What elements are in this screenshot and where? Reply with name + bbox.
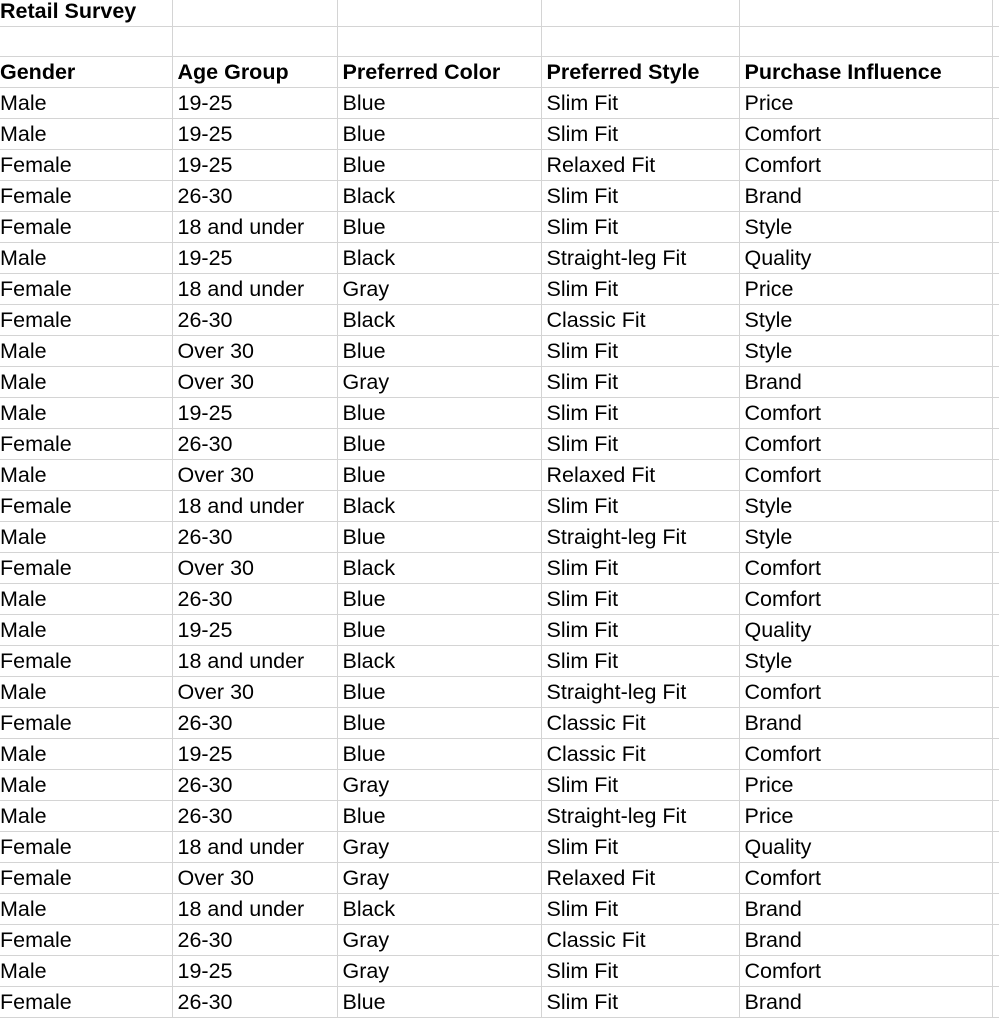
preferred-color-cell[interactable]: Blue (337, 522, 541, 553)
age-group-cell[interactable]: 18 and under (172, 274, 337, 305)
empty-cell[interactable] (992, 398, 999, 429)
empty-cell[interactable] (992, 27, 999, 57)
preferred-color-cell[interactable]: Black (337, 894, 541, 925)
age-group-cell[interactable]: 19-25 (172, 615, 337, 646)
age-group-cell[interactable]: 26-30 (172, 522, 337, 553)
age-group-cell[interactable]: Over 30 (172, 553, 337, 584)
preferred-style-cell[interactable]: Slim Fit (541, 832, 739, 863)
preferred-style-cell[interactable]: Slim Fit (541, 119, 739, 150)
empty-cell[interactable] (172, 27, 337, 57)
preferred-color-cell[interactable]: Blue (337, 429, 541, 460)
purchase-influence-cell[interactable]: Style (739, 522, 992, 553)
empty-cell[interactable] (992, 88, 999, 119)
preferred-color-cell[interactable]: Gray (337, 367, 541, 398)
age-group-cell[interactable]: 19-25 (172, 739, 337, 770)
empty-cell[interactable] (992, 150, 999, 181)
purchase-influence-cell[interactable]: Brand (739, 925, 992, 956)
empty-cell[interactable] (992, 212, 999, 243)
preferred-style-cell[interactable]: Slim Fit (541, 646, 739, 677)
preferred-style-cell[interactable]: Slim Fit (541, 491, 739, 522)
empty-cell[interactable] (992, 646, 999, 677)
table-row (0, 274, 999, 305)
preferred-color-cell[interactable]: Blue (337, 584, 541, 615)
preferred-style-cell[interactable]: Classic Fit (541, 925, 739, 956)
preferred-style-cell[interactable]: Relaxed Fit (541, 863, 739, 894)
age-group-cell[interactable]: 19-25 (172, 398, 337, 429)
preferred-style-cell[interactable]: Straight-leg Fit (541, 243, 739, 274)
preferred-style-cell[interactable]: Slim Fit (541, 956, 739, 987)
gender-cell[interactable]: Male (0, 119, 172, 150)
title-row (0, 0, 999, 27)
purchase-influence-cell[interactable]: Comfort (739, 677, 992, 708)
age-group-cell[interactable]: 19-25 (172, 88, 337, 119)
purchase-influence-cell[interactable]: Comfort (739, 429, 992, 460)
header-cell-purchase-influence[interactable]: Purchase Influence (739, 57, 992, 88)
table-row (0, 367, 999, 398)
purchase-influence-cell[interactable]: Comfort (739, 119, 992, 150)
empty-cell[interactable] (739, 0, 992, 27)
age-group-cell[interactable]: 19-25 (172, 243, 337, 274)
preferred-color-cell[interactable]: Gray (337, 770, 541, 801)
purchase-influence-cell[interactable]: Brand (739, 181, 992, 212)
preferred-color-cell[interactable]: Gray (337, 956, 541, 987)
table-row (0, 987, 999, 1018)
gender-cell[interactable]: Male (0, 460, 172, 491)
empty-cell[interactable] (992, 57, 999, 88)
table-row (0, 305, 999, 336)
purchase-influence-cell[interactable]: Quality (739, 615, 992, 646)
table-row (0, 708, 999, 739)
table-row (0, 429, 999, 460)
gender-cell[interactable]: Male (0, 522, 172, 553)
preferred-color-cell[interactable]: Blue (337, 708, 541, 739)
purchase-influence-cell[interactable]: Brand (739, 987, 992, 1018)
age-group-cell[interactable]: 26-30 (172, 584, 337, 615)
preferred-color-cell[interactable]: Gray (337, 863, 541, 894)
preferred-style-cell[interactable]: Straight-leg Fit (541, 677, 739, 708)
preferred-style-cell[interactable]: Relaxed Fit (541, 460, 739, 491)
empty-cell[interactable] (992, 491, 999, 522)
age-group-cell[interactable]: 18 and under (172, 491, 337, 522)
gender-cell[interactable]: Female (0, 491, 172, 522)
age-group-cell[interactable]: 18 and under (172, 646, 337, 677)
gender-cell[interactable]: Male (0, 677, 172, 708)
purchase-influence-cell[interactable]: Comfort (739, 398, 992, 429)
purchase-influence-cell[interactable]: Style (739, 212, 992, 243)
gender-cell[interactable]: Male (0, 367, 172, 398)
preferred-style-cell[interactable]: Slim Fit (541, 894, 739, 925)
empty-cell[interactable] (992, 739, 999, 770)
table-row (0, 88, 999, 119)
preferred-style-cell[interactable]: Straight-leg Fit (541, 801, 739, 832)
table-row (0, 646, 999, 677)
age-group-cell[interactable]: 18 and under (172, 212, 337, 243)
age-group-cell[interactable]: 26-30 (172, 708, 337, 739)
table-row (0, 832, 999, 863)
header-cell-preferred-color[interactable]: Preferred Color (337, 57, 541, 88)
age-group-cell[interactable]: Over 30 (172, 863, 337, 894)
purchase-influence-cell[interactable]: Comfort (739, 739, 992, 770)
age-group-cell[interactable]: 26-30 (172, 181, 337, 212)
empty-cell[interactable] (992, 243, 999, 274)
gender-cell[interactable]: Male (0, 615, 172, 646)
gender-cell[interactable]: Female (0, 150, 172, 181)
table-row (0, 584, 999, 615)
table-row (0, 801, 999, 832)
preferred-style-cell[interactable]: Slim Fit (541, 770, 739, 801)
preferred-style-cell[interactable]: Slim Fit (541, 429, 739, 460)
gender-cell[interactable]: Male (0, 801, 172, 832)
gender-cell[interactable]: Male (0, 398, 172, 429)
preferred-color-cell[interactable]: Blue (337, 987, 541, 1018)
purchase-influence-cell[interactable]: Brand (739, 367, 992, 398)
preferred-color-cell[interactable]: Gray (337, 832, 541, 863)
preferred-style-cell[interactable]: Slim Fit (541, 274, 739, 305)
empty-cell[interactable] (739, 27, 992, 57)
preferred-color-cell[interactable]: Black (337, 243, 541, 274)
preferred-color-cell[interactable]: Black (337, 646, 541, 677)
age-group-cell[interactable]: 18 and under (172, 832, 337, 863)
preferred-style-cell[interactable]: Slim Fit (541, 398, 739, 429)
purchase-influence-cell[interactable]: Comfort (739, 956, 992, 987)
age-group-cell[interactable]: Over 30 (172, 677, 337, 708)
table-row (0, 398, 999, 429)
table-row (0, 615, 999, 646)
table-row (0, 460, 999, 491)
preferred-style-cell[interactable]: Slim Fit (541, 88, 739, 119)
table-row (0, 863, 999, 894)
empty-cell[interactable] (0, 27, 172, 57)
table-row (0, 739, 999, 770)
empty-cell[interactable] (992, 119, 999, 150)
purchase-influence-cell[interactable]: Style (739, 336, 992, 367)
gender-cell[interactable]: Male (0, 739, 172, 770)
empty-cell[interactable] (992, 336, 999, 367)
preferred-color-cell[interactable]: Black (337, 553, 541, 584)
empty-cell[interactable] (992, 460, 999, 491)
empty-cell[interactable] (992, 832, 999, 863)
gender-cell[interactable]: Female (0, 708, 172, 739)
gender-cell[interactable]: Female (0, 429, 172, 460)
preferred-color-cell[interactable]: Blue (337, 615, 541, 646)
age-group-cell[interactable]: Over 30 (172, 367, 337, 398)
preferred-style-cell[interactable]: Slim Fit (541, 987, 739, 1018)
empty-cell[interactable] (992, 987, 999, 1018)
preferred-color-cell[interactable]: Black (337, 181, 541, 212)
table-row (0, 150, 999, 181)
empty-cell[interactable] (337, 27, 541, 57)
gender-cell[interactable]: Female (0, 925, 172, 956)
purchase-influence-cell[interactable]: Style (739, 491, 992, 522)
table-row (0, 336, 999, 367)
preferred-color-cell[interactable]: Blue (337, 150, 541, 181)
empty-cell[interactable] (992, 801, 999, 832)
purchase-influence-cell[interactable]: Price (739, 801, 992, 832)
preferred-style-cell[interactable]: Slim Fit (541, 367, 739, 398)
gender-cell[interactable]: Female (0, 212, 172, 243)
purchase-influence-cell[interactable]: Brand (739, 708, 992, 739)
header-cell-age-group[interactable]: Age Group (172, 57, 337, 88)
table-row (0, 181, 999, 212)
age-group-cell[interactable]: 26-30 (172, 770, 337, 801)
preferred-color-cell[interactable]: Blue (337, 88, 541, 119)
empty-cell[interactable] (992, 0, 999, 27)
preferred-color-cell[interactable]: Blue (337, 336, 541, 367)
age-group-cell[interactable]: Over 30 (172, 460, 337, 491)
age-group-cell[interactable]: 26-30 (172, 305, 337, 336)
empty-cell[interactable] (992, 522, 999, 553)
preferred-style-cell[interactable]: Slim Fit (541, 615, 739, 646)
preferred-color-cell[interactable]: Blue (337, 801, 541, 832)
gender-cell[interactable]: Female (0, 553, 172, 584)
preferred-color-cell[interactable]: Blue (337, 119, 541, 150)
gender-cell[interactable]: Female (0, 832, 172, 863)
preferred-style-cell[interactable]: Slim Fit (541, 553, 739, 584)
empty-cell[interactable] (992, 584, 999, 615)
age-group-cell[interactable]: 18 and under (172, 894, 337, 925)
header-cell-preferred-style[interactable]: Preferred Style (541, 57, 739, 88)
purchase-influence-cell[interactable]: Brand (739, 894, 992, 925)
table-row (0, 770, 999, 801)
empty-cell[interactable] (992, 863, 999, 894)
purchase-influence-cell[interactable]: Comfort (739, 584, 992, 615)
empty-cell[interactable] (992, 677, 999, 708)
preferred-style-cell[interactable]: Slim Fit (541, 212, 739, 243)
purchase-influence-cell[interactable]: Price (739, 88, 992, 119)
preferred-color-cell[interactable]: Black (337, 305, 541, 336)
sheet-title-cell[interactable]: Retail Survey (0, 0, 172, 27)
preferred-style-cell[interactable]: Slim Fit (541, 336, 739, 367)
preferred-color-cell[interactable]: Gray (337, 274, 541, 305)
gender-cell[interactable]: Female (0, 181, 172, 212)
purchase-influence-cell[interactable]: Price (739, 770, 992, 801)
table-row (0, 491, 999, 522)
empty-cell[interactable] (992, 708, 999, 739)
gender-cell[interactable]: Male (0, 584, 172, 615)
empty-cell[interactable] (992, 305, 999, 336)
blank-row (0, 27, 999, 57)
empty-cell[interactable] (992, 956, 999, 987)
age-group-cell[interactable]: 19-25 (172, 150, 337, 181)
table-row (0, 522, 999, 553)
gender-cell[interactable]: Male (0, 894, 172, 925)
preferred-color-cell[interactable]: Black (337, 491, 541, 522)
purchase-influence-cell[interactable]: Comfort (739, 553, 992, 584)
empty-cell[interactable] (992, 274, 999, 305)
preferred-style-cell[interactable]: Relaxed Fit (541, 150, 739, 181)
empty-cell[interactable] (992, 925, 999, 956)
preferred-style-cell[interactable]: Slim Fit (541, 181, 739, 212)
preferred-color-cell[interactable]: Blue (337, 677, 541, 708)
table-row (0, 677, 999, 708)
empty-cell[interactable] (992, 894, 999, 925)
gender-cell[interactable]: Female (0, 863, 172, 894)
gender-cell[interactable]: Female (0, 646, 172, 677)
gender-cell[interactable]: Male (0, 770, 172, 801)
preferred-color-cell[interactable]: Blue (337, 460, 541, 491)
age-group-cell[interactable]: 26-30 (172, 987, 337, 1018)
purchase-influence-cell[interactable]: Style (739, 305, 992, 336)
purchase-influence-cell[interactable]: Comfort (739, 460, 992, 491)
purchase-influence-cell[interactable]: Quality (739, 243, 992, 274)
empty-cell[interactable] (992, 553, 999, 584)
empty-cell[interactable] (541, 0, 739, 27)
table-row (0, 212, 999, 243)
table-row (0, 925, 999, 956)
gender-cell[interactable]: Male (0, 336, 172, 367)
empty-cell[interactable] (172, 0, 337, 27)
preferred-color-cell[interactable]: Blue (337, 739, 541, 770)
purchase-influence-cell[interactable]: Comfort (739, 863, 992, 894)
gender-cell[interactable]: Female (0, 987, 172, 1018)
age-group-cell[interactable]: 26-30 (172, 925, 337, 956)
age-group-cell[interactable]: 26-30 (172, 429, 337, 460)
table-row (0, 956, 999, 987)
gender-cell[interactable]: Male (0, 956, 172, 987)
gender-cell[interactable]: Female (0, 305, 172, 336)
preferred-color-cell[interactable]: Blue (337, 398, 541, 429)
age-group-cell[interactable]: 19-25 (172, 119, 337, 150)
empty-cell[interactable] (992, 181, 999, 212)
preferred-color-cell[interactable]: Blue (337, 212, 541, 243)
empty-cell[interactable] (337, 0, 541, 27)
gender-cell[interactable]: Male (0, 243, 172, 274)
table-row (0, 894, 999, 925)
preferred-style-cell[interactable]: Straight-leg Fit (541, 522, 739, 553)
header-row (0, 57, 999, 88)
age-group-cell[interactable]: 26-30 (172, 801, 337, 832)
empty-cell[interactable] (992, 615, 999, 646)
empty-cell[interactable] (992, 429, 999, 460)
preferred-style-cell[interactable]: Classic Fit (541, 739, 739, 770)
preferred-style-cell[interactable]: Classic Fit (541, 305, 739, 336)
empty-cell[interactable] (992, 770, 999, 801)
age-group-cell[interactable]: 19-25 (172, 956, 337, 987)
preferred-style-cell[interactable]: Slim Fit (541, 584, 739, 615)
table-row (0, 553, 999, 584)
empty-cell[interactable] (992, 367, 999, 398)
gender-cell[interactable]: Female (0, 274, 172, 305)
purchase-influence-cell[interactable]: Comfort (739, 150, 992, 181)
preferred-color-cell[interactable]: Gray (337, 925, 541, 956)
purchase-influence-cell[interactable]: Price (739, 274, 992, 305)
age-group-cell[interactable]: Over 30 (172, 336, 337, 367)
table-row (0, 119, 999, 150)
purchase-influence-cell[interactable]: Style (739, 646, 992, 677)
gender-cell[interactable]: Male (0, 88, 172, 119)
purchase-influence-cell[interactable]: Quality (739, 832, 992, 863)
empty-cell[interactable] (541, 27, 739, 57)
table-row (0, 243, 999, 274)
header-cell-gender[interactable]: Gender (0, 57, 172, 88)
preferred-style-cell[interactable]: Classic Fit (541, 708, 739, 739)
